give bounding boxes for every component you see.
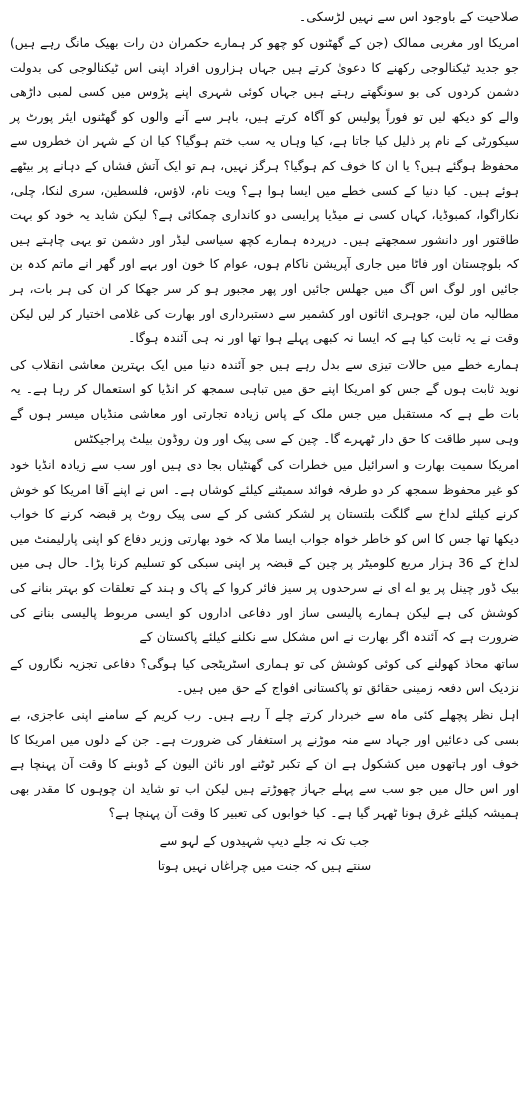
paragraph-1: امریکا اور مغربی ممالک (جن کے گھٹنوں کو چھو کر ہمارے حکمران دن رات بھیک مانگ رہے ہیں) جو جدید ٹیکنالوجی رکھنے کا دعویٰ کرتے ہیں جہاں ہزاروں افراد اپنی اس ٹیکنالوجی کی بدولت دشمن کردوں کی بو سونگھتے رہتے ہیں جہاں کوئی شہری اپنے پڑوس میں کسی لمبی داڑھی والے کو دیکھ لیں تو فوراً پولیس کو آگاہ کرتے ہیں، باہر سے آنے والوں کو گھٹنوں ایئر پورٹ پر سیکورٹی کے نام پر ذلیل کیا جاتا ہے، کیا وہاں یہ سب ختم ہوگیا؟ کیا ان کے شہر ان خطروں سے محفوظ ہوگئے ہیں؟ یا ان کا خوف کم ہوگیا؟ ہرگز نہیں، ہم تو ایک آتش فشاں کے دہانے پر بیٹھے ہوئے ہیں۔ کیا دنیا کے کسی خطے میں ایسا ہوا ہے؟ ویت نام، لاؤس، فلسطین، سری لنکا، چلی، نکاراگوا، کمبوڈیا، کہاں کسی نے میڈیا پرایسی دو کانداری چمکائی ہے؟ لیکن شاید یہ خود کو بہت طاقتور اور دانشور سمجھتے ہیں۔ درپردہ ہمارے کچھ سیاسی لیڈر اور دشمن تو یہی چاہتے ہیں کہ بلوچستان اور فاٹا میں جاری آپریشن ناکام ہوں، عوام کا خون اور بہے اور گھر انے ماتم کدہ بن جائیں اور لوگ اس آگ میں جھلس جائیں اور پھر مجبور ہو کر سر جھکا کر ان کی ہر بات، ہر مطالبہ مان لیں، جوہری اثاثوں اور کشمیر سے دستبرداری اور بھارت کی غلامی اختیار کر لیں لیکن وقت نے یہ ثابت کیا ہے کہ ایسا نہ کبھی پہلے ہوا تھا اور نہ ہی آئندہ ہوگا۔ xyxy=(10,36,519,346)
verse-line-1: جب تک نہ جلے دیپ شہیدوں کے لہو سے xyxy=(159,833,370,848)
opening-line: صلاحیت کے باوجود اس سے نہیں لڑسکی۔ xyxy=(298,9,519,24)
closing-verse xyxy=(10,828,519,878)
paragraph-5: اہل نظر پچھلے کئی ماہ سے خبردار کرتے چلے آ رہے ہیں۔ رب کریم کے سامنے اپنی عاجزی، بے بسی کی دعائیں اور جہاد سے منہ موڑنے پر استغفار کی ضرورت ہے۔ جن کے دلوں میں امریکا کا خوف اور ہاتھوں میں کشکول ہے ان کے تکبر ٹوٹنے اور نائن الیون کے ڈوبنے کا وقت آن پہنچا ہے اور اس حال میں جو سب سے پہلے جہاز چھوڑتے ہیں لیکن اب تو شاید ان چوہوں کا مقدر بھی ہمیشہ کیلئے غرق ہونا ٹھہر گیا ہے۔ کیا خوابوں کی تعبیر کا وقت آن پہنچا ہے؟ xyxy=(10,708,519,821)
paragraph-4: ساتھ محاذ کھولنے کی کوئی کوشش کی تو ہماری اسٹریٹجی کیا ہوگی؟ دفاعی تجزیہ نگاروں کے نزدیک اس دفعہ زمینی حقائق تو پاکستانی افواج کے حق میں ہیں۔ xyxy=(10,656,519,696)
paragraph-2: ہمارے خطے میں حالات تیزی سے بدل رہے ہیں جو آئندہ دنیا میں ایک بہترین معاشی انقلاب کی نوید ثابت ہوں گے جس کو امریکا اپنے حق میں تباہی سمجھ کر انڈیا کو استعمال کر رہا ہے۔ یہ بات طے ہے کہ مستقبل میں جس ملک کے پاس زیادہ تجارتی اور معاشی منڈیاں میسر ہوں گے وہی سپر طاقت کا حق دار ٹھہرے گا۔ چین کے سی پیک اور ون روڈون بیلٹ پراجیکٹس xyxy=(10,357,519,446)
verse-line-2: سنتے ہیں کہ جنت میں چراغاں نہیں ہوتا xyxy=(157,858,372,873)
paragraph-3: امریکا سمیت بھارت و اسرائیل میں خطرات کی گھنٹیاں بجا دی ہیں اور سب سے زیادہ انڈیا خود کو غیر محفوظ سمجھ کر دو طرفہ فوائد سمیٹنے کیلئے کوشاں ہے۔ اس نے اپنے آقا امریکا کو خوش کرنے کیلئے لداخ سے گلگت بلتستان پر لشکر کشی کر کے سی پیک روٹ پر قبضہ کرنے کا خواب دیکھا تھا جس کا اس کو خاطر خواہ جواب ایسا ملا کہ خود بھارتی وزیر دفاع کو اپنی پارلیمنٹ میں لداخ کے 36 ہزار مربع کلومیٹر پر چین کے قبضہ پر اپنی سبکی کو تسلیم کرنا پڑا۔ حال ہی میں بیک ڈور چینل پر یو اے ای نے سرحدوں پر سیز فائر کروا کے پاک و ہند کے تعلقات کو بہتر بنانے کی کوشش کی ہے لیکن ہمارے پالیسی ساز اور دفاعی اداروں کو ایسی مربوط پالیسی بنانے کی ضرورت ہے کہ آئندہ اگر بھارت نے اس مشکل سے نکلنے کیلئے پاکستان کے xyxy=(10,458,520,645)
